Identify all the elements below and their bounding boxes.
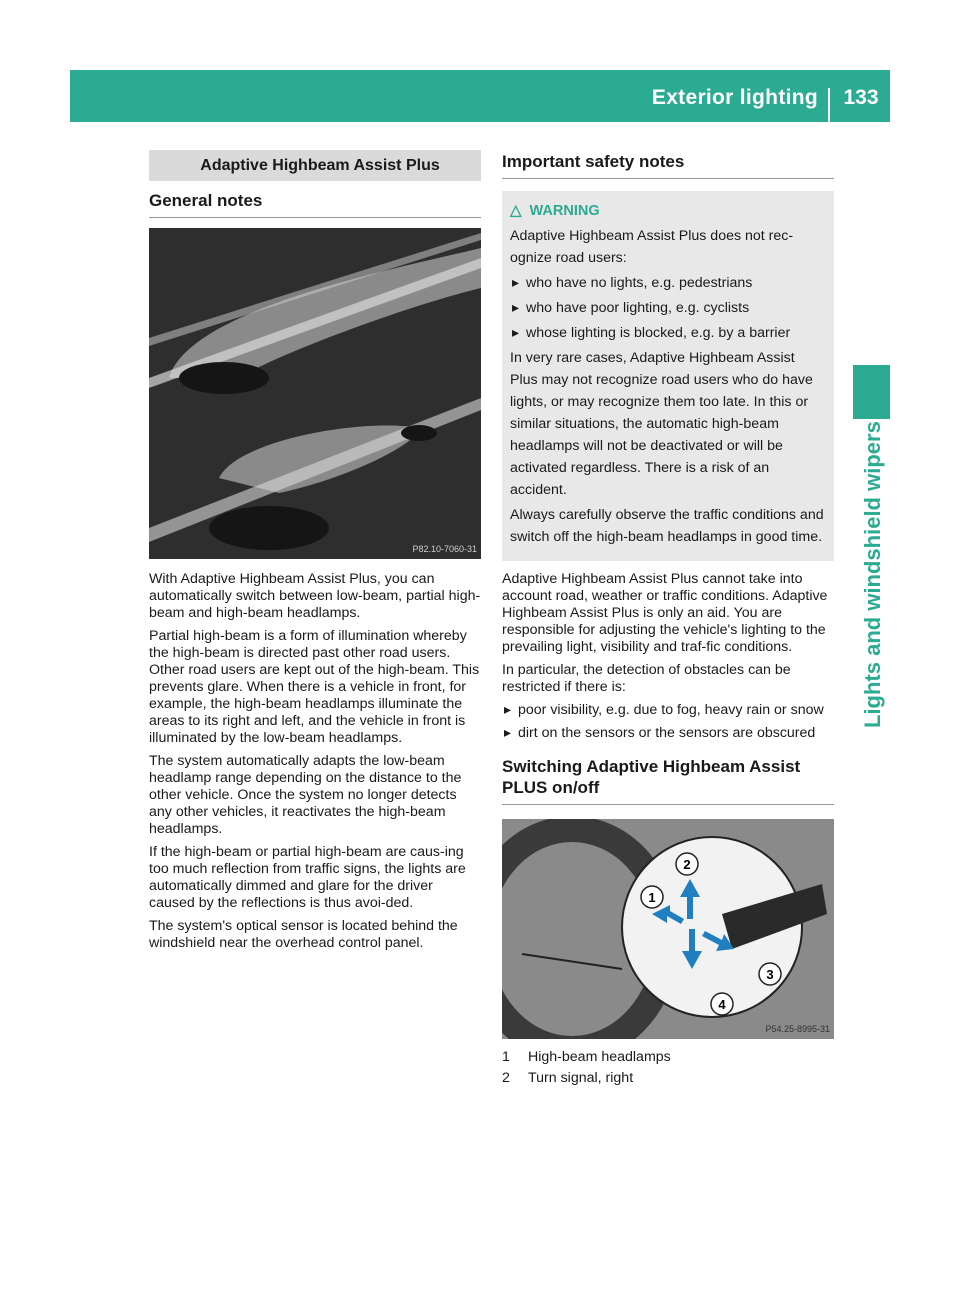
callout: 2 (683, 857, 691, 872)
warning-bullet: ▸ who have poor lighting, e.g. cyclists (510, 297, 826, 319)
header-title: Exterior lighting (651, 86, 818, 109)
figure-code: P82.10-7060-31 (412, 544, 477, 554)
callout: 3 (766, 967, 774, 982)
paragraph: The system automatically adapts the low-beam headlamp range depending on the distance to the other vehicle. Once the system no longer detects any other vehicles, it reactivates the high-beam headlamps. (149, 753, 462, 837)
header-divider (828, 88, 830, 122)
warning-intro: Adaptive Highbeam Assist Plus does not rec-ognize road users: (510, 228, 794, 266)
bullet-item: ▸ poor visibility, e.g. due to fog, heavy rain or snow (502, 702, 834, 719)
legend-item (502, 1068, 834, 1089)
side-tab-label: Lights and windshield wipers (859, 421, 885, 728)
warning-bullet: ▸ who have no lights, e.g. pedestrians (510, 272, 826, 294)
page-header (70, 70, 890, 122)
general-notes-heading: General notes (149, 191, 481, 218)
warning-box (502, 191, 834, 561)
paragraph: The system's optical sensor is located behind the windshield near the overhead control panel. (149, 918, 458, 951)
figure-code: P54.25-8995-31 (765, 1024, 830, 1034)
side-marker (853, 365, 890, 419)
paragraph: Adaptive Highbeam Assist Plus cannot take into account road, weather or traffic conditions. Adaptive Highbeam Assist Plus is only an aid. You are responsible for adjusting the vehicle's lighting to the prevailing light, visibility and traf-fic conditions. (502, 571, 828, 655)
combination-switch-illustration (502, 819, 834, 1039)
paragraph: In particular, the detection of obstacles can be restricted if there is: (502, 662, 791, 695)
side-tab (853, 421, 890, 728)
warning-paragraph: Always carefully observe the traffic conditions and switch off the high-beam headlamps in good time. (510, 507, 824, 545)
legend-text: High-beam headlamps (528, 1049, 671, 1065)
page-number: 133 (843, 86, 879, 109)
warning-bullet: ▸ whose lighting is blocked, e.g. by a barrier (510, 322, 826, 344)
paragraph: If the high-beam or partial high-beam are caus-ing too much reflection from traffic signs, the lights are automatically dimmed and glare for the driver caused by the reflections is thus avoi-ded. (149, 844, 466, 911)
right-column (502, 150, 834, 1089)
legend-item (502, 1047, 834, 1068)
paragraph: With Adaptive Highbeam Assist Plus, you can automatically switch between low-beam, partial high-beam and high-beam headlamps. (149, 571, 481, 621)
legend-text: Turn signal, right (528, 1070, 634, 1086)
lever-diagram (502, 819, 834, 1039)
headlamp-illustration (149, 228, 481, 559)
legend (502, 1047, 834, 1089)
switching-heading: Switching Adaptive Highbeam Assist PLUS on/off (502, 756, 834, 805)
warning-title: △ WARNING (510, 202, 600, 219)
car-ahead-icon (401, 425, 437, 441)
legend-number: 2 (502, 1070, 510, 1086)
callout: 1 (648, 890, 656, 905)
car-icon (209, 506, 329, 550)
warning-triangle-icon: △ (510, 202, 522, 219)
warning-paragraph: In very rare cases, Adaptive Highbeam Assist Plus may not recognize road users who do have lights, or may recognize them too late. In this or similar situations, the automatic high-beam headlamps will not be deactivated or will be activated regardless. There is a risk of an accident. (510, 350, 813, 498)
section-banner: Adaptive Highbeam Assist Plus (149, 150, 481, 181)
legend-number: 1 (502, 1049, 510, 1065)
safety-heading: Important safety notes (502, 152, 834, 179)
car-icon (179, 362, 269, 394)
paragraph: Partial high-beam is a form of illumination whereby the high-beam is directed past other road users. Other road users are kept out of the high-beam. This prevents glare. When there is a vehicle in front, for example, the high-beam headlamps illuminate the areas to its right and left, and the vehicle in front is illuminated by the low-beam headlamps. (149, 628, 480, 746)
callout: 4 (718, 997, 726, 1012)
headlamp-diagram (149, 228, 481, 559)
bullet-item: ▸ dirt on the sensors or the sensors are obscured (502, 725, 834, 742)
left-column (149, 150, 481, 958)
